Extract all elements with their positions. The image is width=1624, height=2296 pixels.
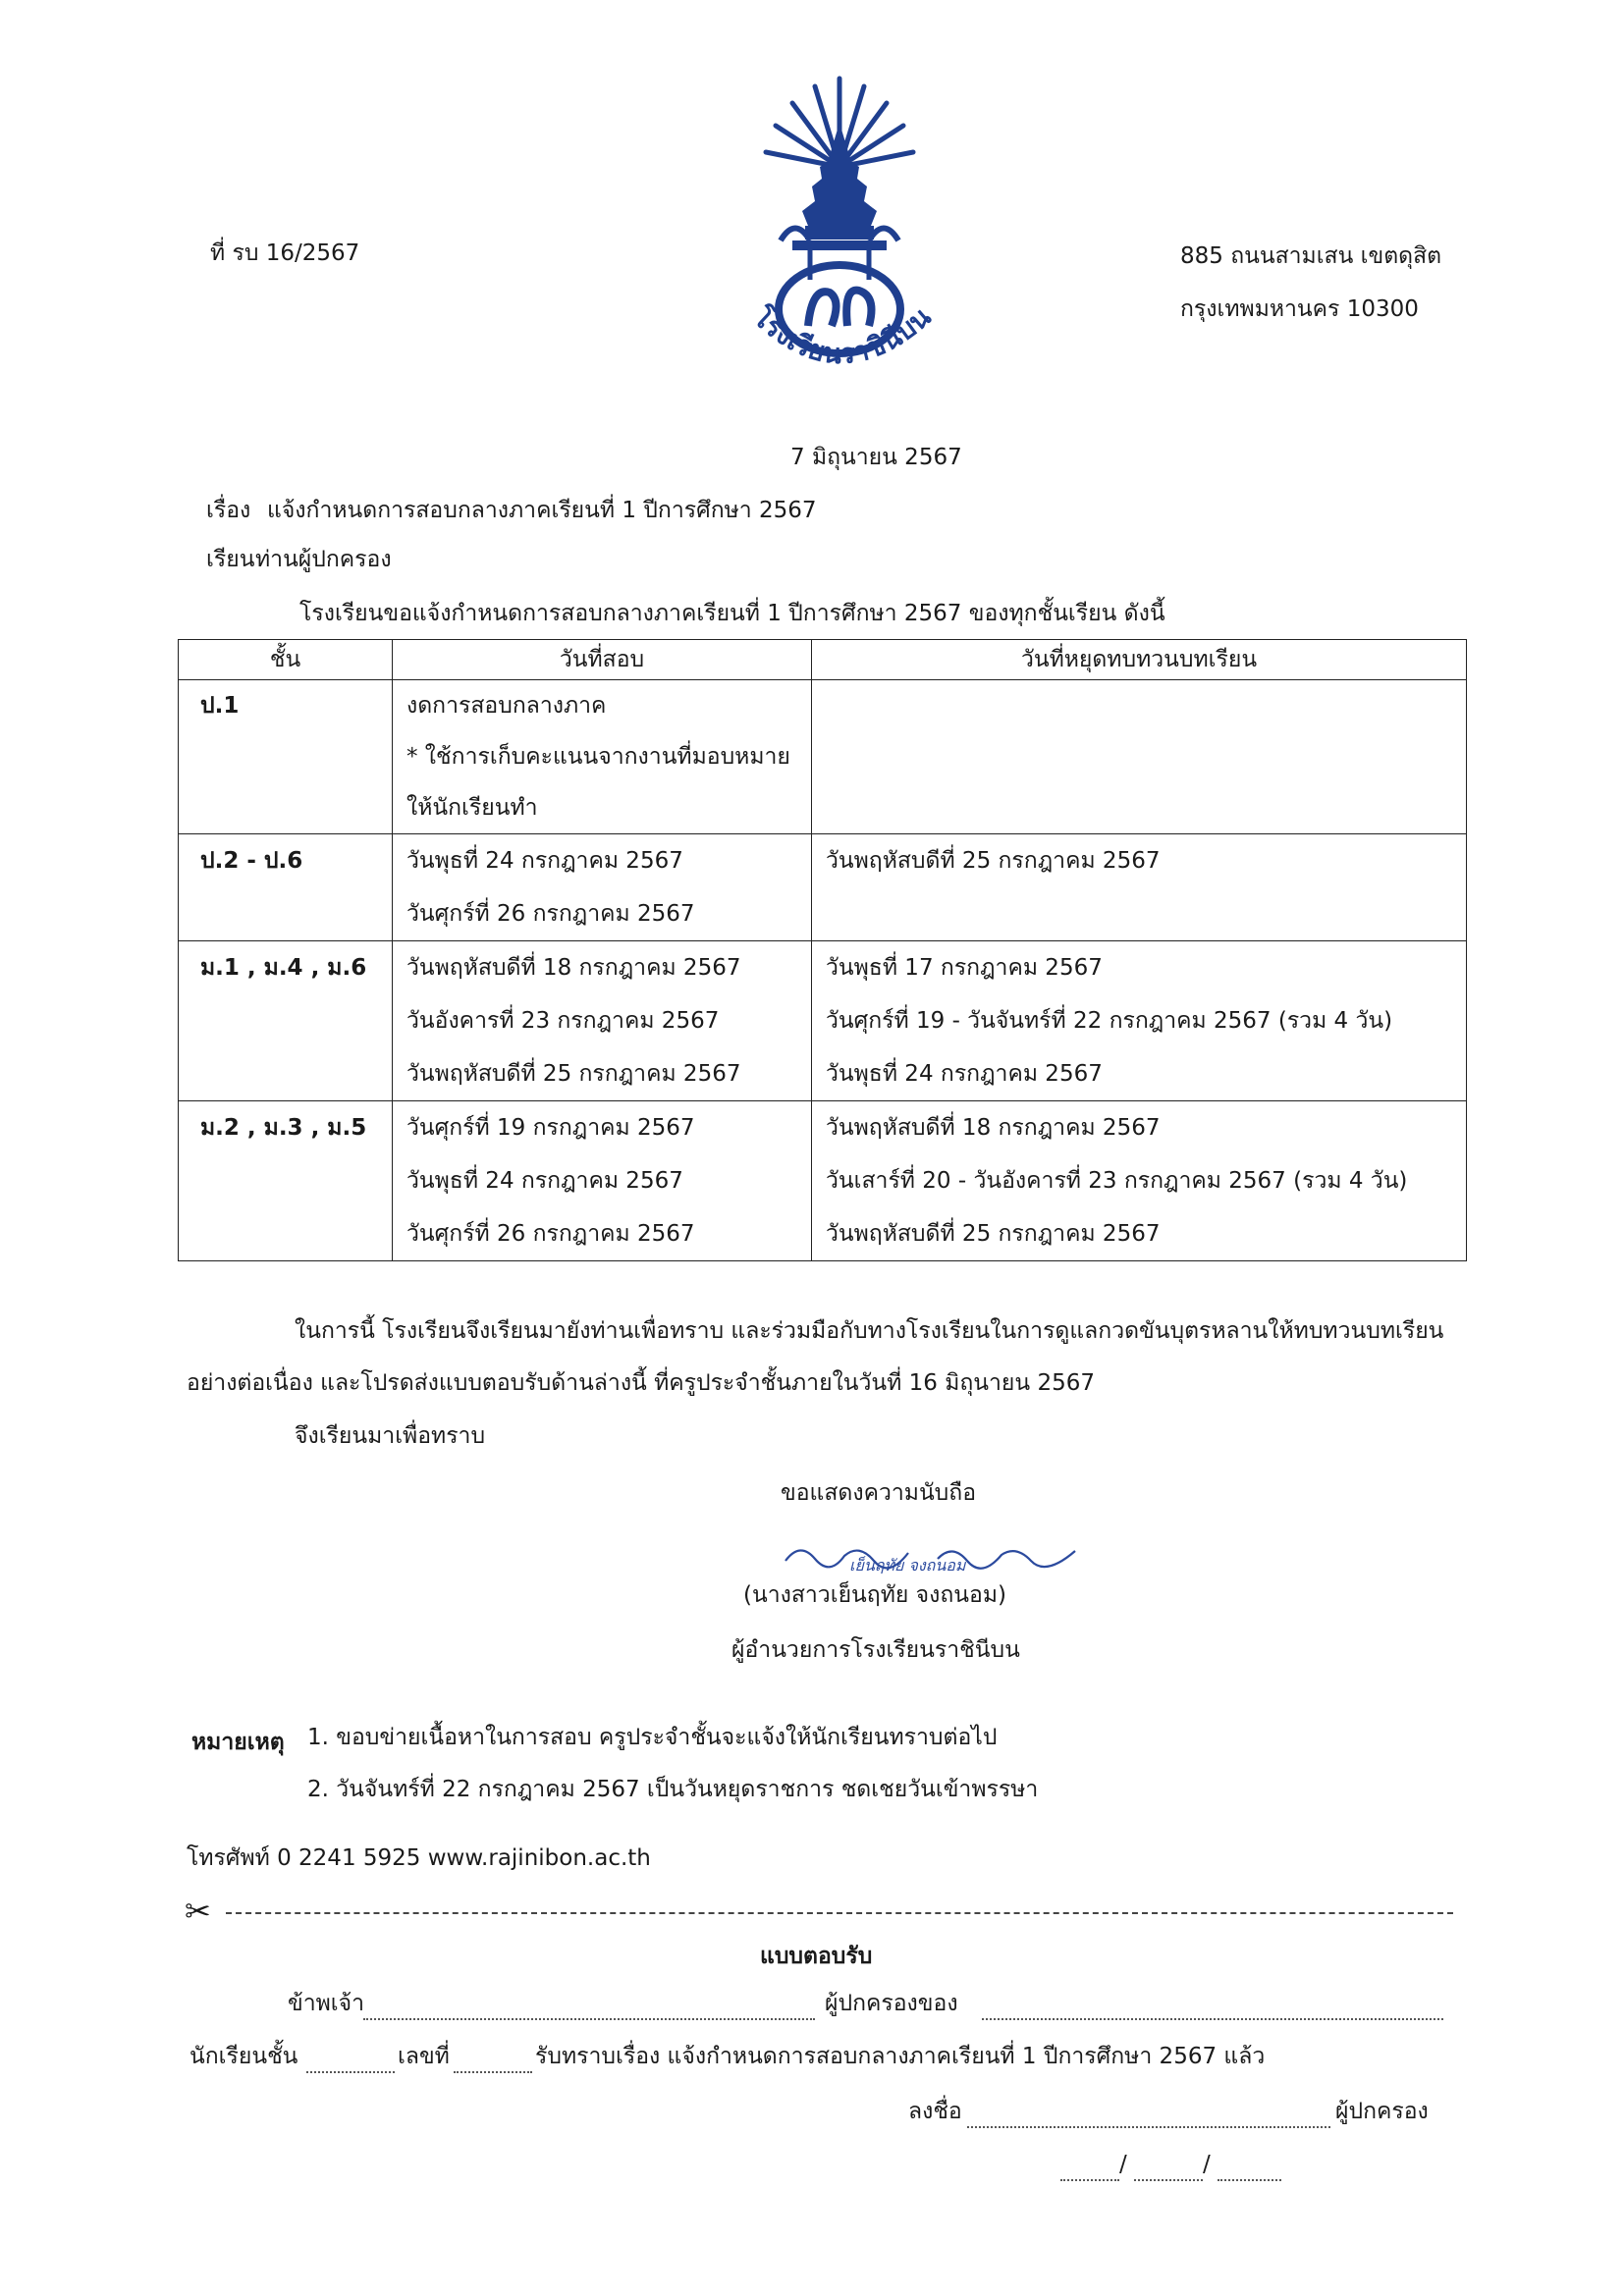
note-item: 2. วันจันทร์ที่ 22 กรกฎาคม 2567 เป็นวันหยุดราชการ ชดเชยวันเข้าพรรษา <box>307 1777 1039 1802</box>
header-review-date: วันที่หยุดทบทวนบทเรียน <box>812 640 1467 680</box>
name-field[interactable] <box>363 2018 815 2020</box>
review-date-cell: วันพุธที่ 24 กรกฎาคม 2567 <box>826 1061 1103 1087</box>
signature <box>781 1531 1095 1575</box>
table-row <box>179 941 1467 1101</box>
exam-date-cell: วันอังคารที่ 23 กรกฎาคม 2567 <box>406 1008 720 1034</box>
class-field[interactable] <box>306 2071 395 2073</box>
guardian-of-label: ผู้ปกครองของ <box>825 1991 958 2016</box>
body-paragraph-line-1: ในการนี้ โรงเรียนจึงเรียนมายังท่านเพื่อทราบ และร่วมมือกับทางโรงเรียนในการดูแลกวดขันบุตรหลานให้ทบทวนบทเรียน <box>295 1318 1444 1344</box>
review-date-cell <box>812 680 1467 834</box>
reference-number: ที่ รบ 16/2567 <box>210 240 360 266</box>
grade-cell: ม.2 , ม.3 , ม.5 <box>200 1115 367 1141</box>
exam-date-cell: วันพุธที่ 24 กรกฎาคม 2567 <box>406 1168 683 1194</box>
date-separator: / <box>1203 2152 1211 2177</box>
day-field[interactable] <box>1060 2179 1119 2181</box>
year-field[interactable] <box>1218 2179 1281 2181</box>
class-label: นักเรียนชั้น <box>189 2044 298 2069</box>
body-paragraph-line-2: อย่างต่อเนื่อง และโปรดส่งแบบตอบรับด้านล่างนี้ ที่ครูประจำชั้นภายในวันที่ 16 มิถุนายน 2567 <box>187 1370 1095 1396</box>
table-row <box>179 680 1467 834</box>
date-separator: / <box>1119 2152 1127 2177</box>
table-row <box>179 1101 1467 1261</box>
recipient-text: ท่านผู้ปกครอง <box>255 547 392 572</box>
director-name: (นางสาวเย็นฤทัย จงถนอม) <box>743 1582 1006 1608</box>
month-field[interactable] <box>1134 2179 1203 2181</box>
letter-date: 7 มิถุนายน 2567 <box>790 445 962 470</box>
review-date-cell: วันศุกร์ที่ 19 - วันจันทร์ที่ 22 กรกฎาคม 2567 (รวม 4 วัน) <box>826 1008 1393 1034</box>
notes-label: หมายเหตุ <box>191 1730 285 1755</box>
guardian-label: ผู้ปกครอง <box>1335 2099 1429 2124</box>
exam-date-cell: วันพฤหัสบดีที่ 18 กรกฎาคม 2567 <box>406 955 741 981</box>
director-position: ผู้อำนวยการโรงเรียนราชินีบน <box>731 1637 1020 1663</box>
svg-text:โรงเรียนราชินีบน <box>746 299 937 370</box>
grade-cell: ป.1 <box>200 693 240 719</box>
exam-date-cell: * ใช้การเก็บคะแนนจากงานที่มอบหมาย <box>406 744 790 770</box>
exam-date-cell: วันพฤหัสบดีที่ 25 กรกฎาคม 2567 <box>406 1061 741 1087</box>
exam-date-cell: วันศุกร์ที่ 19 กรกฎาคม 2567 <box>406 1115 695 1141</box>
exam-date-cell: วันศุกร์ที่ 26 กรกฎาคม 2567 <box>406 1221 695 1247</box>
exam-schedule-table <box>178 639 1467 1261</box>
number-label: เลขที่ <box>398 2044 450 2069</box>
exam-date-cell: วันพุธที่ 24 กรกฎาคม 2567 <box>406 848 683 874</box>
header-grade: ชั้น <box>179 640 393 680</box>
table-header-row <box>179 640 1467 680</box>
contact-info: โทรศัพท์ 0 2241 5925 www.rajinibon.ac.th <box>187 1845 651 1871</box>
table-row <box>179 834 1467 941</box>
grade-cell: ป.2 - ป.6 <box>200 848 303 874</box>
subject-text: แจ้งกำหนดการสอบกลางภาคเรียนที่ 1 ปีการศึกษา 2567 <box>267 498 817 523</box>
exam-date-cell: ให้นักเรียนทำ <box>406 795 538 821</box>
address-line-2: กรุงเทพมหานคร 10300 <box>1180 296 1419 322</box>
review-date-cell: วันพุธที่ 17 กรกฎาคม 2567 <box>826 955 1103 981</box>
note-item: 1. ขอบข่ายเนื้อหาในการสอบ ครูประจำชั้นจะแจ้งให้นักเรียนทราบต่อไป <box>307 1725 998 1750</box>
signature-text: เย็นฤทัย จงถนอม <box>849 1556 966 1575</box>
cut-line <box>226 1912 1453 1914</box>
sign-label: ลงชื่อ <box>908 2099 962 2124</box>
i-label: ข้าพเจ้า <box>288 1991 365 2016</box>
reply-form-title: แบบตอบรับ <box>760 1944 873 1969</box>
acknowledgement-text: รับทราบเรื่อง แจ้งกำหนดการสอบกลางภาคเรียนที่ 1 ปีการศึกษา 2567 แล้ว <box>535 2044 1266 2069</box>
number-field[interactable] <box>454 2071 532 2073</box>
regards: ขอแสดงความนับถือ <box>781 1480 977 1506</box>
closing-line: จึงเรียนมาเพื่อทราบ <box>295 1423 486 1449</box>
subject-label: เรื่อง <box>206 498 251 523</box>
address-line-1: 885 ถนนสามเสน เขตดุสิต <box>1180 243 1442 269</box>
grade-cell: ม.1 , ม.4 , ม.6 <box>200 955 367 981</box>
review-date-cell: วันพฤหัสบดีที่ 25 กรกฎาคม 2567 <box>826 848 1161 874</box>
review-date-cell: วันพฤหัสบดีที่ 25 กรกฎาคม 2567 <box>826 1221 1161 1247</box>
review-date-cell: วันพฤหัสบดีที่ 18 กรกฎาคม 2567 <box>826 1115 1161 1141</box>
review-date-cell: วันเสาร์ที่ 20 - วันอังคารที่ 23 กรกฎาคม 2567 (รวม 4 วัน) <box>826 1168 1408 1194</box>
exam-date-cell: งดการสอบกลางภาค <box>406 693 607 719</box>
logo-text: โรงเรียนราชินีบน <box>746 300 938 371</box>
signature-field[interactable] <box>967 2126 1330 2128</box>
intro-paragraph: โรงเรียนขอแจ้งกำหนดการสอบกลางภาคเรียนที่ 1 ปีการศึกษา 2567 ของทุกชั้นเรียน ดังนี้ <box>299 601 1165 626</box>
school-logo <box>722 69 957 393</box>
school-emblem-icon <box>722 69 957 393</box>
scissors-icon: ✂ <box>185 1893 211 1930</box>
header-exam-date: วันที่สอบ <box>393 640 812 680</box>
student-name-field[interactable] <box>982 2018 1443 2020</box>
recipient-label: เรียน <box>206 547 255 572</box>
exam-date-cell: วันศุกร์ที่ 26 กรกฎาคม 2567 <box>406 901 695 927</box>
